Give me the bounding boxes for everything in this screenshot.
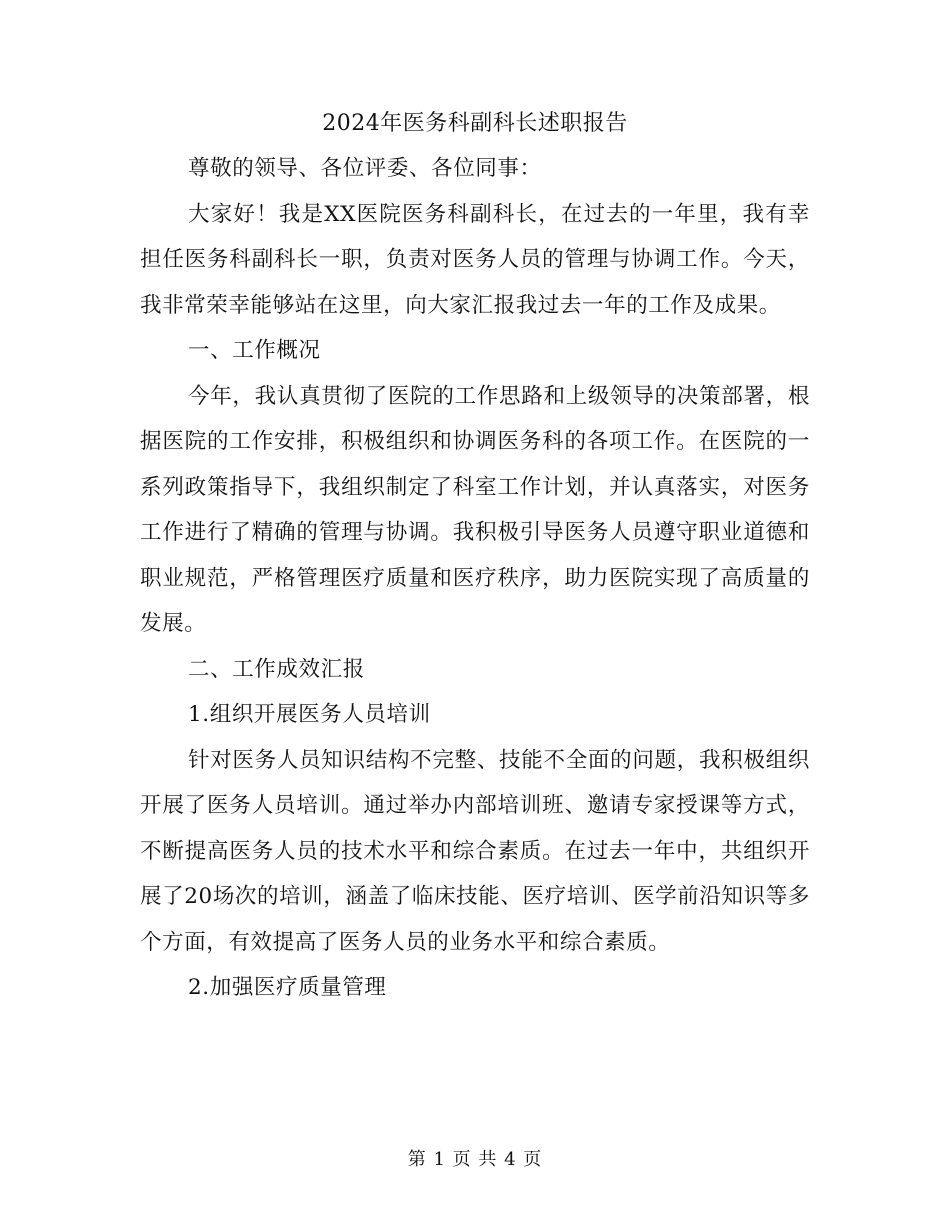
salutation: 尊敬的领导、各位评委、各位同事：: [188, 156, 542, 181]
page-indicator: 第 1 页 共 4 页: [407, 1149, 543, 1170]
section-heading-overview: 一、工作概况: [188, 338, 321, 363]
subheading-quality: 2.加强医疗质量管理: [188, 975, 387, 1000]
paragraph-overview: 今年，我认真贯彻了医院的工作思路和上级领导的决策部署，根据医院的工作安排，积极组织和协调医务科的各项工作。在医院的一系列政策指导下，我组织制定了科室工作计划，并认真落实，对医务工作进行了精确的管理与协调。我积极引导医务人员遵守职业道德和职业规范，严格管理医疗质量和医疗秩序，助力医院实现了高质量的发展。: [140, 383, 810, 636]
document-title: 2024年医务科副科长述职报告: [322, 111, 628, 136]
subheading-training: 1.组织开展医务人员培训: [188, 702, 431, 727]
paragraph-intro: 大家好！我是XX医院医务科副科长，在过去的一年里，我有幸担任医务科副科长一职，负责对医务人员的管理与协调工作。今天，我非常荣幸能够站在这里，向大家汇报我过去一年的工作及成果。: [140, 201, 810, 318]
paragraph-training: 针对医务人员知识结构不完整、技能不全面的问题，我积极组织开展了医务人员培训。通过举办内部培训班、邀请专家授课等方式，不断提高医务人员的技术水平和综合素质。在过去一年中，共组织开展了20场次的培训，涵盖了临床技能、医疗培训、医学前沿知识等多个方面，有效提高了医务人员的业务水平和综合素质。: [140, 747, 810, 955]
document-body: [140, 102, 810, 1011]
section-heading-results: 二、工作成效汇报: [188, 656, 365, 682]
